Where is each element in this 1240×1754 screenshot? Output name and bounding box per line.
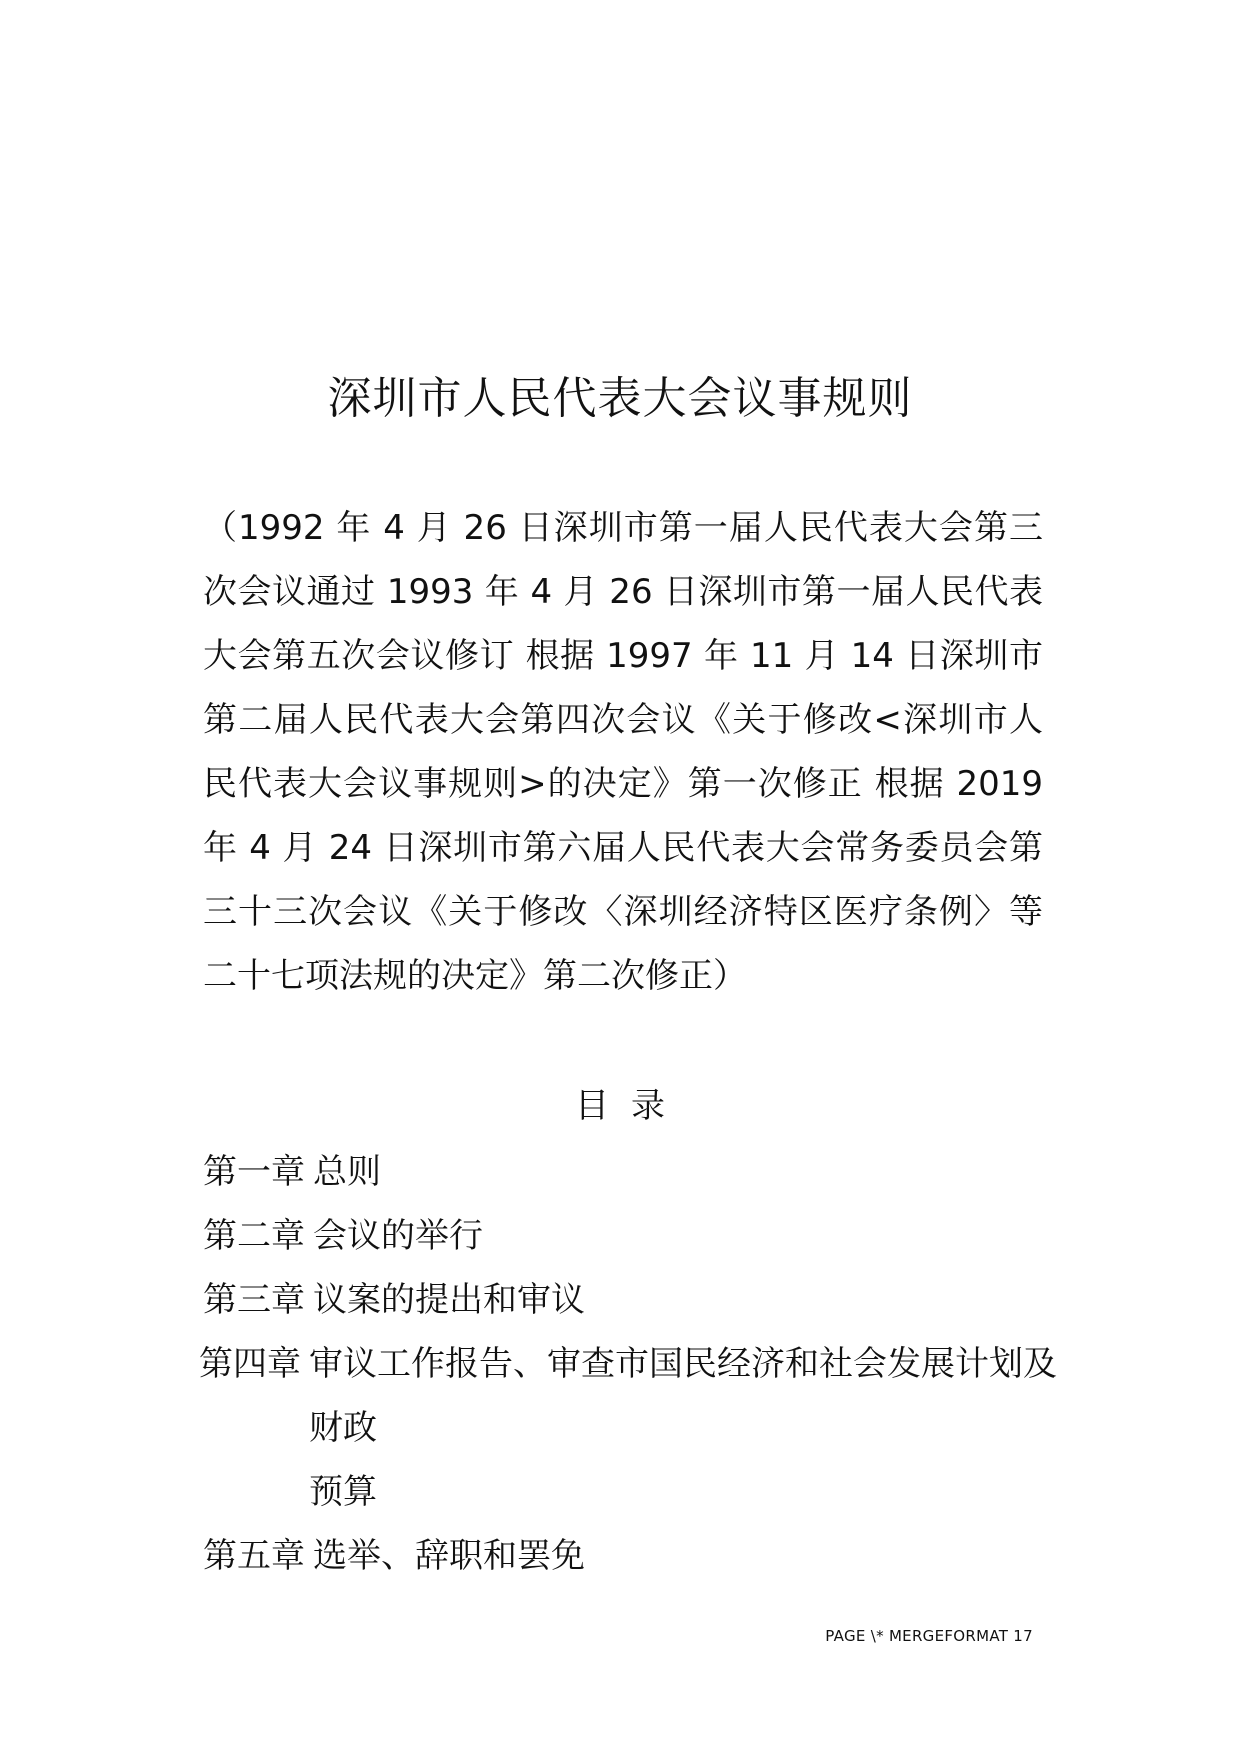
- toc-heading: 目录: [575, 1086, 687, 1126]
- toc-chapter-title-continuation: 预算: [309, 1472, 377, 1512]
- preamble-paragraph: （1992 年 4 月 26 日深圳市第一届人民代表大会第三次会议通过 1993 年 4 月 26 日深圳市第一届人民代表大会第五次会议修订 根据 1997 年 11 月 14 日深圳市第二届人民代表大会第四次会议《关于修改<深圳市人民代表大会议事规则>的决定》第一次修正 根据 2019 年 4 月 24 日深圳市第六届人民代表大会常务委员会第三十三次会议《关于修改〈深圳经济特区医疗条例〉等二十七项法规的决定》第二次修正）: [203, 508, 1043, 996]
- toc-chapter-title: [309, 1332, 1079, 1524]
- toc-item: [203, 1204, 1083, 1268]
- toc-chapter-title-line: 审议工作报告、审查市国民经济和社会发展计划及财政: [309, 1344, 1057, 1448]
- toc-chapter-title: 总则: [313, 1152, 381, 1192]
- page-footer-field: PAGE \* MERGEFORMAT 17: [825, 1627, 1033, 1645]
- toc-item: [203, 1268, 1083, 1332]
- table-of-contents: [199, 1140, 1083, 1588]
- toc-item: [199, 1332, 1083, 1524]
- toc-chapter-label: 第二章: [203, 1216, 305, 1256]
- toc-chapter-label: 第一章: [203, 1152, 305, 1192]
- toc-chapter-title: 选举、辞职和罢免: [313, 1536, 585, 1576]
- toc-chapter-title: 会议的举行: [313, 1216, 483, 1256]
- document-title: 深圳市人民代表大会议事规则: [327, 373, 913, 424]
- toc-chapter-title: 议案的提出和审议: [313, 1280, 585, 1320]
- toc-chapter-label: 第三章: [203, 1280, 305, 1320]
- toc-item: [203, 1524, 1083, 1588]
- toc-chapter-label: 第五章: [203, 1536, 305, 1576]
- toc-chapter-label: 第四章: [199, 1344, 301, 1384]
- toc-item: [203, 1140, 1083, 1204]
